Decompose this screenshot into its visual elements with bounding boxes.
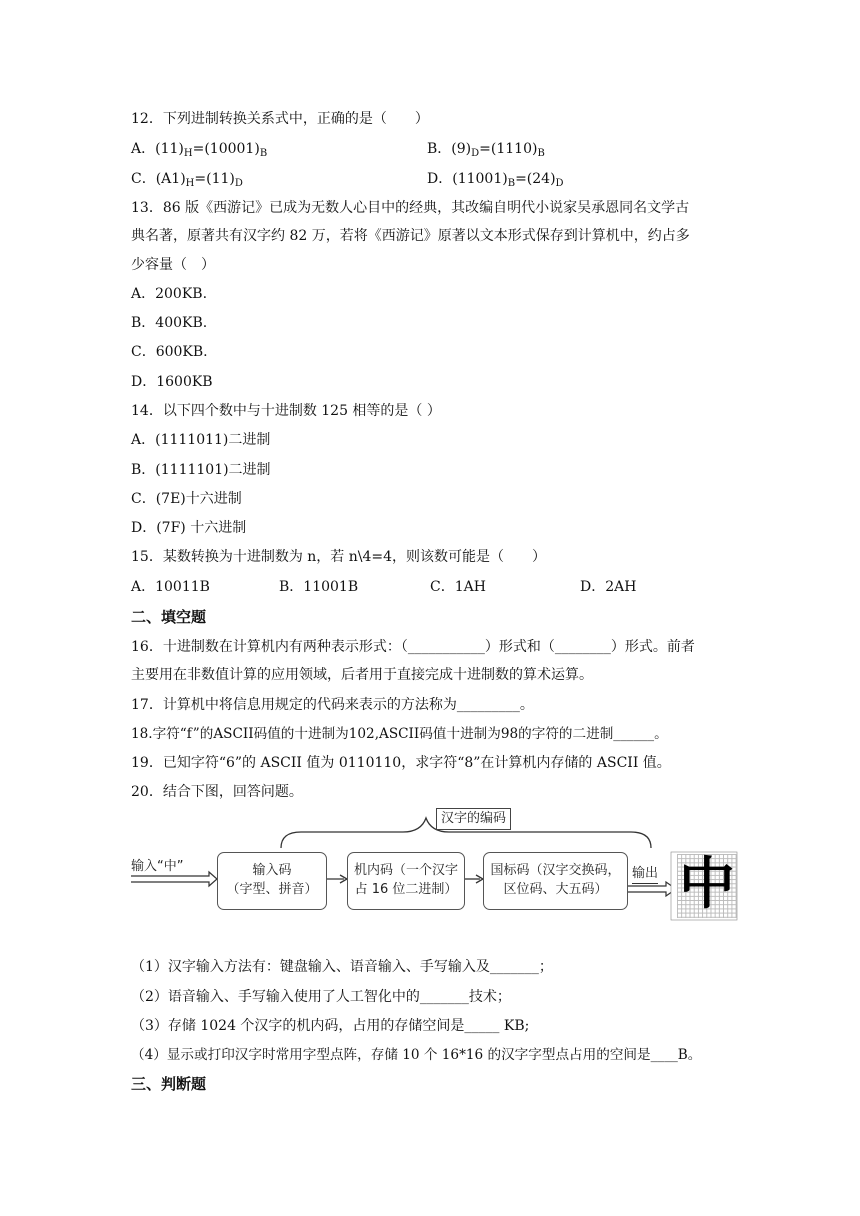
q14-option-a: A．(1111011)二进制 [131,432,271,448]
section-3-heading: 三、判断题 [131,1075,207,1093]
q14-option-c: C．(7E)十六进制 [131,491,242,507]
q12-option-a: A．$(11)_H=(10001)_B$ [131,141,268,159]
q12-option-c: C．$(A1)_H=(11)_D$ [131,171,243,189]
q19: 19．已知字符“6”的 ASCII 值为 0110110，求字符“8”在计算机内存储的 ASCII 值。 [131,755,671,771]
q16-line-1: 16．十进制数在计算机内有两种表示形式：（___________）形式和（________）形式。前者 [131,639,695,655]
q20-sub-2: （2）语音输入、手写输入使用了人工智化中的_______技术； [131,989,511,1005]
national-code-box: 国标码（汉字交换码， 区位码、大五码） [483,852,628,910]
diagram-top-label: 汉字的编码 [436,808,511,830]
q15-stem: 15．某数转换为十进制数为 n，若 n\4=4，则该数可能是（ ） [131,549,547,565]
q13-line-3: 少容量（ ） [131,257,215,273]
q20-sub-4: （4）显示或打印汉字时常用字型点阵，存储 10 个 16*16 的汉字字型点占用的空间是____B。 [131,1047,702,1063]
q12-stem: 12．下列进制转换关系式中，正确的是（ ） [131,111,429,127]
q15-option-a: A．10011B [131,579,210,595]
q14-option-d: D．(7F) 十六进制 [131,520,247,536]
q20-stem: 20．结合下图，回答问题。 [131,784,303,800]
input-code-box: 输入码 （字型、拼音） [217,852,327,910]
q12-option-d: D．$(11001)_B=(24)_D$ [427,171,564,189]
q20-sub-1: （1）汉字输入方法有：键盘输入、语音输入、手写输入及_______； [131,959,553,975]
q15-option-b: B．11001B [279,579,359,595]
hanzi-glyph: 中 [679,852,735,917]
q18: 18.字符“f”的ASCII码值的十进制为102,ASCII码值十进制为98的字符的二进制______。 [131,726,668,742]
q20-sub-3: （3）存储 1024 个汉字的机内码，占用的存储空间是_____ KB; [131,1018,530,1034]
q14-option-b: B．(1111101)二进制 [131,462,271,478]
q16-line-2: 主要用在非数值计算的应用领域，后者用于直接完成十进制数的算术运算。 [131,667,593,683]
q15-option-c: C．1AH [430,579,486,595]
q12-option-b: B．$(9)_D=(1110)_B$ [427,141,545,159]
section-2-heading: 二、填空题 [131,608,207,626]
hanzi-encoding-diagram [131,806,741,924]
q15-option-d: D．2AH [580,579,637,595]
internal-code-box: 机内码（一个汉字 占 16 位二进制） [347,852,465,910]
q13-option-b: B．400KB. [131,315,208,331]
q14-stem: 14．以下四个数中与十进制数 125 相等的是（ ） [131,403,441,419]
q13-line-1: 13．86 版《西游记》已成为无数人心目中的经典，其改编自明代小说家吴承恩同名文学古 [131,200,690,216]
q13-option-a: A．200KB. [131,286,208,302]
q17: 17．计算机中将信息用规定的代码来表示的方法称为_________。 [131,697,534,713]
diagram-input-label: 输入“中” [131,859,184,874]
q13-option-c: C．600KB. [131,344,208,360]
diagram-output-label: 输出 [632,865,658,884]
q13-option-d: D．1600KB [131,374,213,390]
q13-line-2: 典名著，原著共有汉字约 82 万，若将《西游记》原著以文本形式保存到计算机中，约占多 [131,228,690,244]
